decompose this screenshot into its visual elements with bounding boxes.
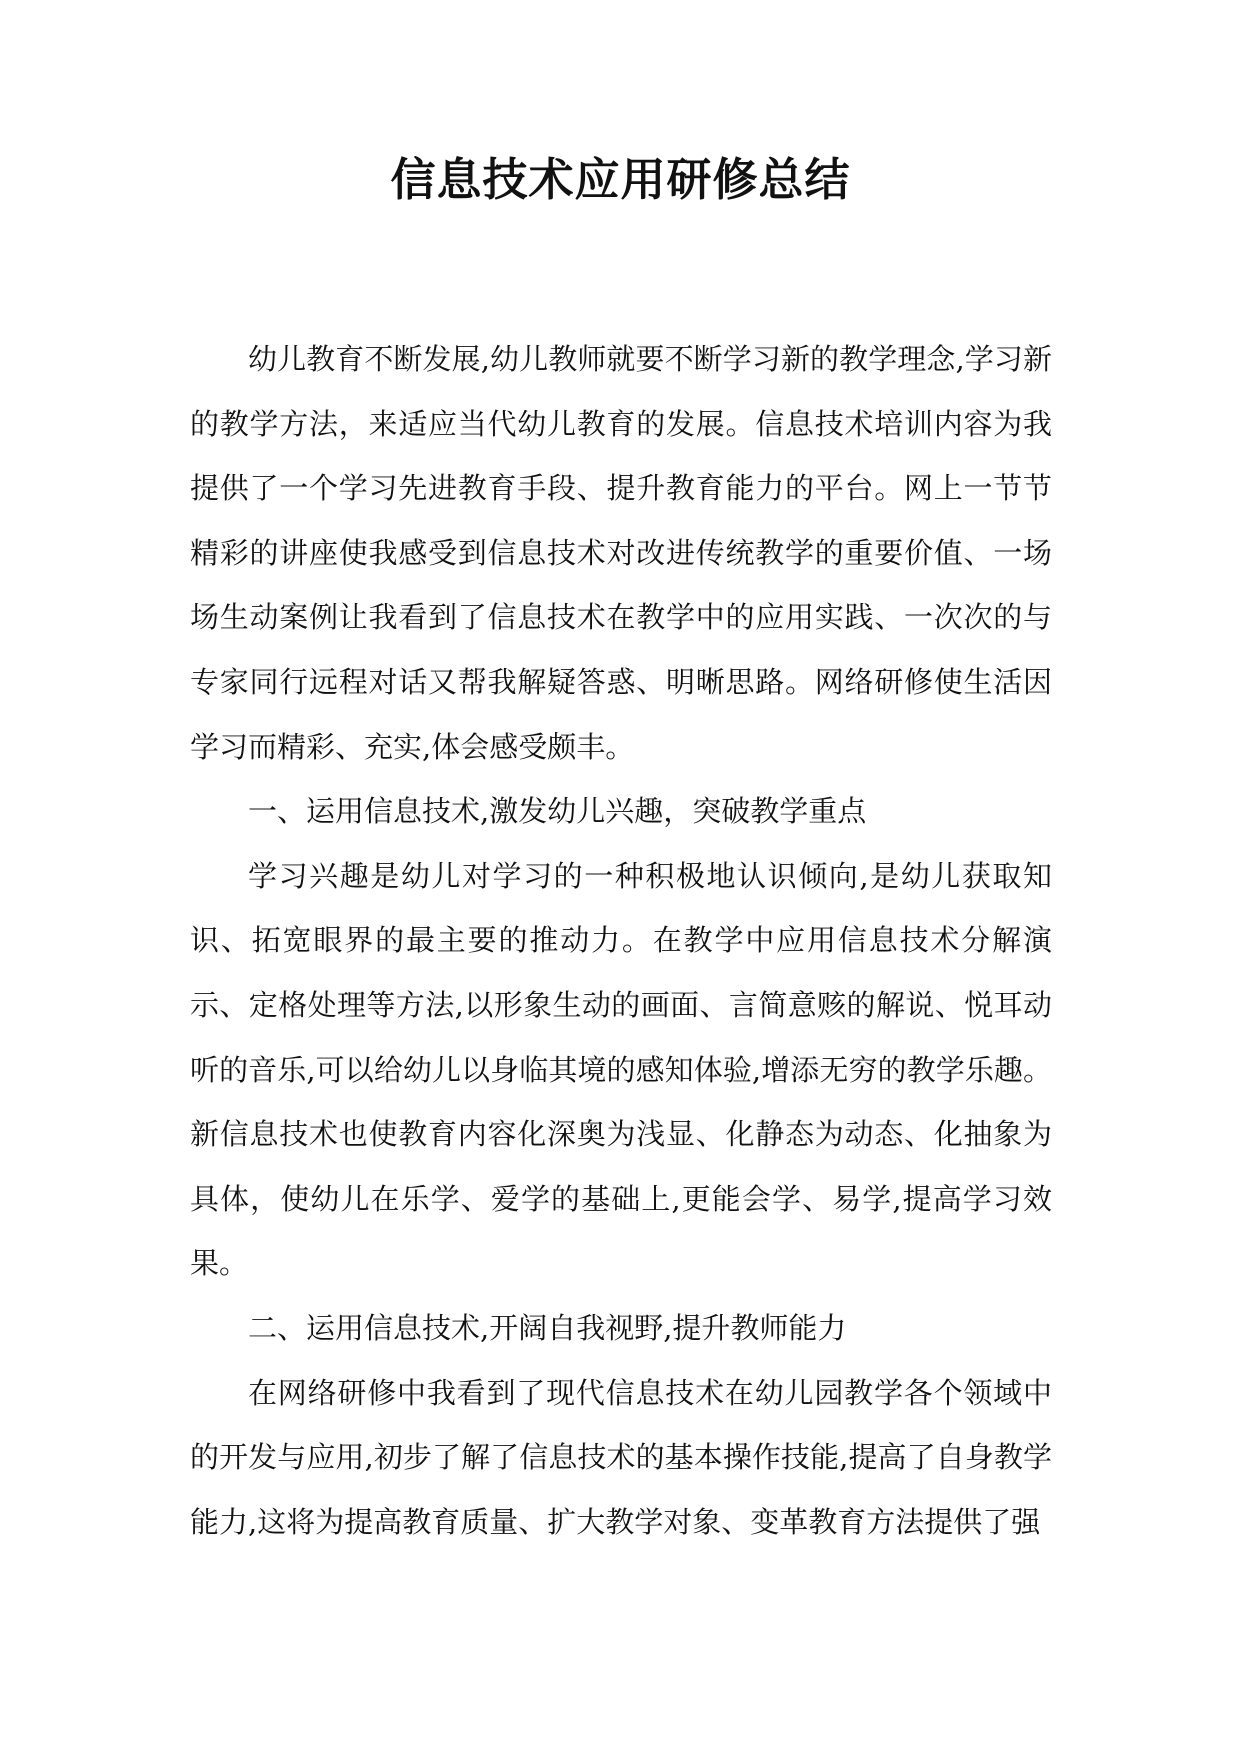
section-1-paragraph: 学习兴趣是幼儿对学习的一种积极地认识倾向,是幼儿获取知识、拓宽眼界的最主要的推动力。在教学中应用信息技术分解演示、定格处理等方法,以形象生动的画面、言简意赅的解说、悦耳动听的音乐,可以给幼儿以身临其境的感知体验,增添无穷的教学乐趣。新信息技术也使教育内容化深奥为浅显、化静态为动态、化抽象为具体，使幼儿在乐学、爱学的基础上,更能会学、易学,提高学习效果。 — [190, 858, 1052, 1281]
intro-paragraph: 幼儿教育不断发展,幼儿教师就要不断学习新的教学理念,学习新的教学方法，来适应当代幼儿教育的发展。信息技术培训内容为我提供了一个学习先进教育手段、提升教育能力的平台。网上一节节精彩的讲座使我感受到信息技术对改进传统教学的重要价值、一场场生动案例让我看到了信息技术在教学中的应用实践、一次次的与专家同行远程对话又帮我解疑答惑、明晰思路。网络研修使生活因学习而精彩、充实,体会感受颇丰。 — [190, 342, 1052, 764]
document-body — [190, 327, 1052, 1554]
section-heading-2: 二、运用信息技术,开阔自我视野,提升教师能力 — [248, 1310, 847, 1345]
section-2-paragraph: 在网络研修中我看到了现代信息技术在幼儿园教学各个领域中的开发与应用,初步了解了信息技术的基本操作技能,提高了自身教学能力,这将为提高教育质量、扩大教学对象、变革教育方法提供了强 — [190, 1375, 1052, 1539]
section-heading-1: 一、运用信息技术,激发幼儿兴趣，突破教学重点 — [248, 794, 867, 829]
document-title: 信息技术应用研修总结 — [390, 153, 851, 206]
